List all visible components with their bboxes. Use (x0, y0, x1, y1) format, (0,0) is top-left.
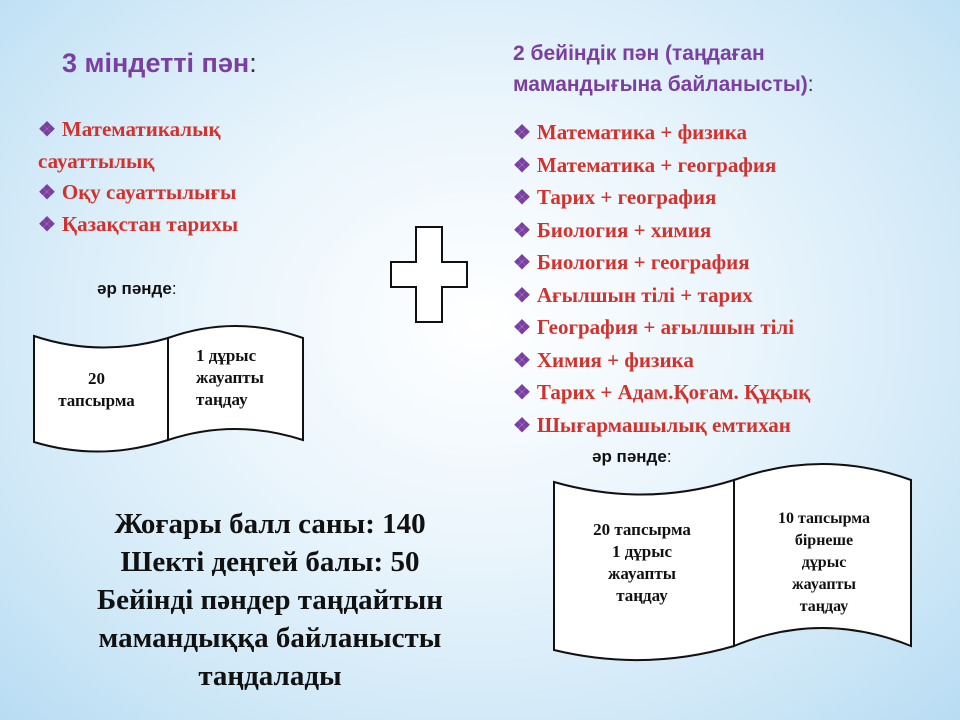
right-scroll-right-text: 10 тапсырма бірнеше дұрыс жауапты таңдау (777, 510, 871, 615)
diamond-bullet-icon: ❖ (513, 317, 531, 339)
list-item: ❖ Математика + география (513, 152, 777, 177)
diamond-bullet-icon: ❖ (513, 414, 531, 437)
diamond-bullet-icon: ❖ (38, 119, 56, 141)
list-item: ❖ Шығармашылық емтихан (513, 412, 791, 437)
diamond-bullet-icon: ❖ (513, 382, 531, 404)
per-subject-label: әр пәнде: (592, 447, 672, 466)
list-item: ❖ Тарих + Адам.Қоғам. Құқық (513, 380, 811, 404)
diamond-bullet-icon: ❖ (513, 154, 531, 177)
list-item: ❖ Математикалық сауаттылық (38, 117, 221, 173)
left-scroll-answer: 1 дұрыс жауапты таңдау (196, 346, 264, 409)
plus-icon (389, 226, 469, 324)
profile-subjects-heading: 2 бейіндік пән (таңдаған мамандығына байланысты): (513, 42, 814, 96)
list-item: ❖ Химия + физика (513, 347, 694, 372)
mandatory-subjects-list (38, 114, 328, 241)
diamond-bullet-icon: ❖ (513, 187, 531, 209)
right-scroll-left-text: 20 тапсырма 1 дұрыс жауапты таңдау (593, 520, 691, 605)
list-item: ❖ Биология + химия (513, 217, 712, 242)
list-item: ❖ География + ағылшын тілі (513, 315, 795, 339)
list-item: ❖ Оқу сауаттылығы (38, 180, 237, 204)
diamond-bullet-icon: ❖ (38, 182, 56, 204)
list-item: ❖ Биология + география (513, 250, 750, 274)
list-item: ❖ Математика + физика (513, 120, 748, 144)
diamond-bullet-icon: ❖ (513, 349, 531, 372)
per-subject-label: әр пәнде: (97, 279, 177, 298)
profile-subjects-list (513, 117, 953, 442)
left-scroll-count: 20 тапсырма (58, 369, 135, 410)
list-item: ❖ Қазақстан тарихы (38, 212, 239, 236)
mandatory-subjects-heading: 3 міндетті пән: (62, 48, 257, 78)
diamond-bullet-icon: ❖ (38, 214, 56, 236)
list-item: ❖ Ағылшын тілі + тарих (513, 282, 753, 307)
diamond-bullet-icon: ❖ (513, 284, 531, 307)
diamond-bullet-icon: ❖ (513, 252, 531, 274)
summary-text: Жоғары балл саны: 140 Шекті деңгей балы: 50 Бейінді пәндер таңдайтын мамандыққа байланысты таңдалады (97, 508, 443, 692)
list-item: ❖ Тарих + география (513, 185, 717, 209)
diamond-bullet-icon: ❖ (513, 219, 531, 242)
diamond-bullet-icon: ❖ (513, 122, 531, 144)
